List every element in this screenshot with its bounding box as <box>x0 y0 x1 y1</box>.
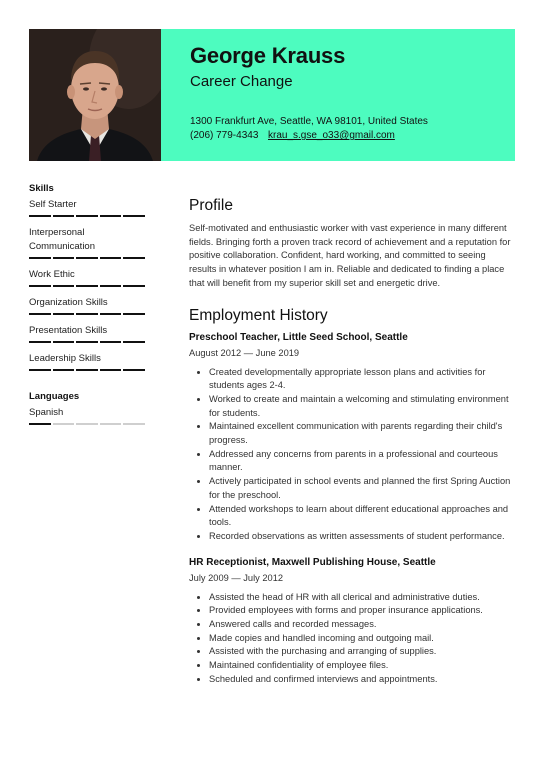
level-segment <box>53 285 75 287</box>
language-item <box>29 406 147 425</box>
level-segment <box>53 257 75 259</box>
level-segment <box>123 215 145 217</box>
profile-heading: Profile <box>189 197 233 214</box>
level-segment <box>29 423 51 425</box>
list-item: • Maintained confidentiality of employee files. <box>209 659 515 673</box>
list-item: • Scheduled and confirmed interviews and appointments. <box>209 673 515 687</box>
profile-text: Self-motivated and enthusiastic worker with vast experience in many different fields. Bringing forth a proven track record of achievement and a reputation for positive collaboration. Confident, hard working, and committed to seeing results in whatever position I am in. Reliable and dedicated to finding a place that will benefit from my superior skill set and energetic drive. <box>189 223 511 288</box>
contact-address: 1300 Frankfurt Ave, Seattle, WA 98101, United States <box>190 116 428 127</box>
skill-level-bar <box>29 341 147 343</box>
skill-name: Presentation Skills <box>29 325 108 336</box>
level-segment <box>123 369 145 371</box>
list-item: • Made copies and handled incoming and outgoing mail. <box>209 632 515 646</box>
skill-item <box>29 324 147 343</box>
level-segment <box>53 313 75 315</box>
contact-email-link[interactable]: krau_s.gse_o33@gmail.com <box>268 130 395 141</box>
job-heading: HR Receptionist, Maxwell Publishing House, Seattle <box>189 556 436 568</box>
level-segment <box>123 313 145 315</box>
job-entry <box>189 332 515 544</box>
level-segment <box>100 369 122 371</box>
level-segment <box>76 285 98 287</box>
skill-name: Organization Skills <box>29 297 108 308</box>
job-entry <box>189 557 515 687</box>
list-item: • Maintained excellent communication with parents regarding their child's progress. <box>209 420 515 447</box>
level-segment <box>100 215 122 217</box>
level-segment <box>76 423 98 425</box>
level-segment <box>29 369 51 371</box>
skill-level-bar <box>29 369 147 371</box>
job-bullets <box>189 591 515 687</box>
level-segment <box>53 341 75 343</box>
skill-name: Self Starter <box>29 199 77 210</box>
level-segment <box>76 341 98 343</box>
skill-item <box>29 352 147 371</box>
skill-level-bar <box>29 257 147 259</box>
level-segment <box>29 285 51 287</box>
skill-item <box>29 226 147 259</box>
level-segment <box>53 423 75 425</box>
list-item: • Addressed any concerns from parents in a professional and courteous manner. <box>209 448 515 475</box>
job-dates: July 2009 — July 2012 <box>189 572 284 583</box>
level-segment <box>76 257 98 259</box>
level-segment <box>123 285 145 287</box>
level-segment <box>123 257 145 259</box>
level-segment <box>100 285 122 287</box>
candidate-title: Career Change <box>190 73 293 90</box>
list-item: • Worked to create and maintain a welcoming and stimulating environment for students. <box>209 393 515 420</box>
job-dates: August 2012 — June 2019 <box>189 347 300 358</box>
list-item: • Assisted the head of HR with all clerical and administrative duties. <box>209 591 515 605</box>
person-portrait-icon <box>29 29 161 161</box>
job-heading: Preschool Teacher, Little Seed School, Seattle <box>189 331 408 343</box>
skill-name: Leadership Skills <box>29 353 101 364</box>
level-segment <box>29 215 51 217</box>
list-item: • Assisted with the purchasing and arranging of supplies. <box>209 645 515 659</box>
header-band <box>161 29 515 161</box>
skill-name: Work Ethic <box>29 269 75 280</box>
job-bullets <box>189 366 515 544</box>
employment-heading: Employment History <box>189 306 328 324</box>
level-segment <box>29 313 51 315</box>
level-segment <box>76 215 98 217</box>
level-segment <box>100 313 122 315</box>
list-item: • Provided employees with forms and proper insurance applications. <box>209 604 515 618</box>
skill-level-bar <box>29 285 147 287</box>
level-segment <box>100 423 122 425</box>
contact-phone: (206) 779-4343 <box>190 130 259 141</box>
list-item: • Actively participated in school events and planned the first Spring Auction for the preschool. <box>209 475 515 502</box>
skill-item <box>29 296 147 315</box>
list-item: • Answered calls and recorded messages. <box>209 618 515 632</box>
level-segment <box>100 257 122 259</box>
level-segment <box>29 341 51 343</box>
skill-level-bar <box>29 215 147 217</box>
main-content <box>189 197 515 700</box>
profile-photo <box>29 29 161 161</box>
skills-heading: Skills <box>29 183 54 194</box>
candidate-name: George Krauss <box>190 43 346 68</box>
skill-item <box>29 268 147 287</box>
level-segment <box>123 341 145 343</box>
list-item: • Attended workshops to learn about different educational approaches and tools. <box>209 503 515 530</box>
level-segment <box>76 369 98 371</box>
list-item: • Recorded observations as written assessments of student performance. <box>209 530 515 544</box>
languages-list <box>29 406 147 425</box>
level-segment <box>53 369 75 371</box>
employment-list <box>189 332 515 687</box>
level-segment <box>29 257 51 259</box>
level-segment <box>100 341 122 343</box>
skill-level-bar <box>29 313 147 315</box>
languages-section <box>29 391 147 425</box>
language-name: Spanish <box>29 407 64 418</box>
list-item: • Created developmentally appropriate lesson plans and activities for students ages 2-4. <box>209 366 515 393</box>
language-level-bar <box>29 423 147 425</box>
level-segment <box>123 423 145 425</box>
skills-list <box>29 198 147 371</box>
languages-heading: Languages <box>29 391 80 402</box>
sidebar <box>29 183 147 434</box>
level-segment <box>53 215 75 217</box>
skill-item <box>29 198 147 217</box>
level-segment <box>76 313 98 315</box>
skill-name: Interpersonal Communication <box>29 227 95 252</box>
